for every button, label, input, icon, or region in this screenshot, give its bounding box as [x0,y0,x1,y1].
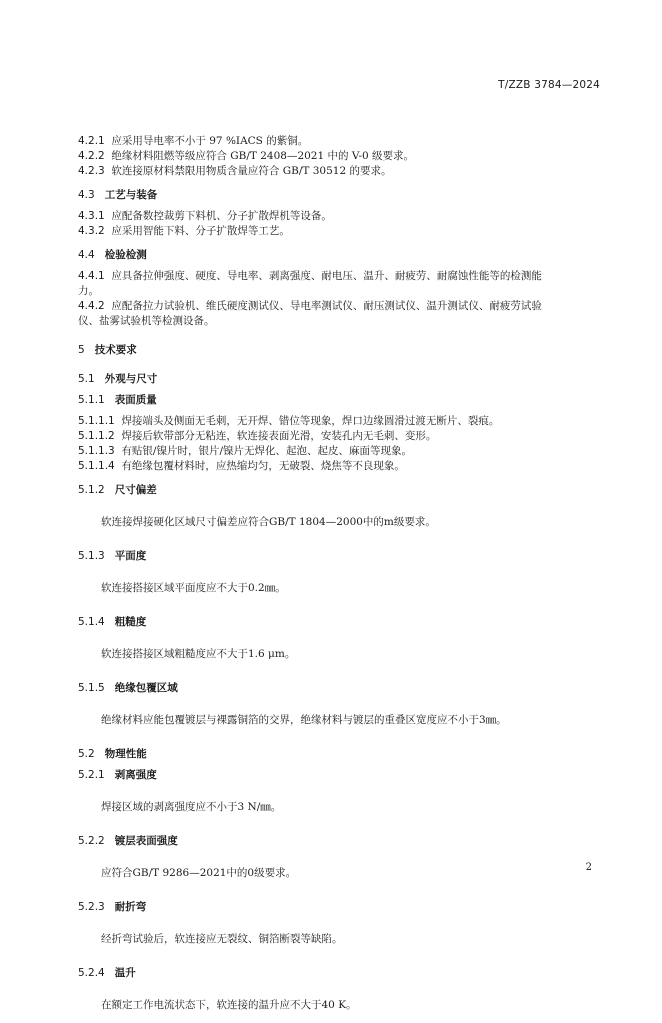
section-heading-5-2-1 [78,768,604,783]
clause-number: 4.2.1 [78,135,105,147]
section-title: 表面质量 [114,394,157,406]
section-number: 5.1.3 [78,550,105,562]
clause-number: 5.1.1.4 [78,460,115,472]
section-title: 粗糙度 [114,616,147,628]
section-title: 技术要求 [94,344,137,356]
clause-text: 应配备拉力试验机、维氏硬度测试仪、导电率测试仪、耐压测试仪、温升测试仪、耐疲劳试验 [111,300,542,312]
clause-number: 4.4.2 [78,300,105,312]
clause-number: 5.1.1.3 [78,445,115,457]
section-title: 绝缘包覆区域 [114,682,178,694]
clause-text: 应采用导电率不小于 97 %IACS 的紫铜。 [111,135,309,147]
chapter-heading-5 [78,343,604,358]
clause-text: 应配备数控裁剪下料机、分子扩散焊机等设备。 [111,210,332,222]
section-heading-5-2-4 [78,966,604,981]
clause-text: 焊接端头及侧面无毛刺，无开焊、错位等现象，焊口边缘圆滑过渡无断片、裂痕。 [121,415,500,427]
section-title: 检验检测 [104,249,147,261]
section-heading-5-1-3 [78,549,604,564]
section-title: 外观与尺寸 [104,373,158,385]
section-heading-5-1-2 [78,483,604,498]
section-heading-5-1-5 [78,681,604,696]
clause-number: 4.3.2 [78,225,105,237]
section-number: 5.2.4 [78,967,105,979]
clause-4-4-2 [78,299,604,314]
clause-number: 5.1.1.2 [78,430,115,442]
clause-text: 软连接原材料禁限用物质含量应符合 GB/T 30512 的要求。 [111,165,392,177]
section-heading-5-1-4 [78,615,604,630]
clause-4-4-2-cont: 仪、盐雾试验机等检测设备。 [78,315,215,327]
clause-5-1-1-2 [78,429,604,444]
section-number: 5.2.3 [78,901,105,913]
clause-5-1-5-text: 绝缘材料应能包覆镀层与裸露铜箔的交界，绝缘材料与镀层的重叠区宽度应不小于3㎜。 [101,713,507,726]
section-title: 耐折弯 [114,901,147,913]
section-number: 5.1.1 [78,394,105,406]
section-number: 5.2 [78,748,95,760]
section-number: 5.1.4 [78,616,105,628]
clause-4-4-1 [78,269,604,284]
clause-text: 应采用智能下料、分子扩散焊等工艺。 [111,225,290,237]
clause-5-2-2-text: 应符合GB/T 9286—2021中的0级要求。 [101,866,297,879]
section-heading-5-2-2 [78,834,604,849]
section-title: 尺寸偏差 [114,484,157,496]
clause-5-1-3-text: 软连接搭接区域平面度应不大于0.2㎜。 [101,581,286,594]
clause-5-1-1-4 [78,459,604,474]
clause-4-4-1-cont: 力。 [78,285,99,297]
clause-5-2-3-text: 经折弯试验后，软连接应无裂纹、铜箔断裂等缺陷。 [101,932,343,945]
clause-4-2-3 [78,164,604,179]
clause-number: 4.2.2 [78,150,105,162]
clause-number: 5.1.1.1 [78,415,115,427]
clause-text: 有贴银/镍片时，银片/镍片无焊化、起泡、起皮、麻面等现象。 [121,445,413,457]
clause-5-1-2-text: 软连接焊接硬化区域尺寸偏差应符合GB/T 1804—2000中的m级要求。 [101,515,436,528]
section-heading-5-2 [78,747,604,762]
section-heading-5-2-3 [78,900,604,915]
clause-4-3-1 [78,209,604,224]
section-title: 平面度 [114,550,147,562]
clause-text: 焊接后软带部分无粘连，软连接表面光滑，安装孔内无毛刺、变形。 [121,430,437,442]
section-title: 温升 [114,967,136,979]
clause-text: 有绝缘包覆材料时，应热缩均匀，无破裂、烧焦等不良现象。 [121,460,405,472]
clause-4-2-2 [78,149,604,164]
clause-5-2-1-text: 焊接区域的剥离强度应不小于3 N/㎜。 [101,800,282,813]
clause-text: 绝缘材料阻燃等级应符合 GB/T 2408—2021 中的 V-0 级要求。 [111,150,415,162]
section-heading-5-1 [78,372,604,387]
section-number: 5.1 [78,373,95,385]
clause-5-2-4-text: 在额定工作电流状态下，软连接的温升应不大于40 K。 [101,998,357,1011]
section-title: 镀层表面强度 [114,835,178,847]
section-number: 4.3 [78,189,95,201]
clause-5-1-1-1 [78,414,604,429]
clause-number: 4.3.1 [78,210,105,222]
standard-code: T/ZZB 3784—2024 [498,79,600,91]
clause-4-3-2 [78,224,604,239]
document-body [78,134,604,1023]
section-number: 5 [78,344,85,356]
clause-text: 应具备拉伸强度、硬度、导电率、剥离强度、耐电压、温升、耐疲劳、耐腐蚀性能等的检测能 [111,270,542,282]
section-number: 4.4 [78,249,95,261]
clause-4-2-1 [78,134,604,149]
clause-number: 4.2.3 [78,165,105,177]
clause-number: 4.4.1 [78,270,105,282]
clause-5-1-1-3 [78,444,604,459]
section-title: 工艺与装备 [104,189,158,201]
section-heading-4-3 [78,188,604,203]
section-number: 5.2.2 [78,835,105,847]
section-number: 5.1.2 [78,484,105,496]
section-title: 物理性能 [104,748,147,760]
section-number: 5.1.5 [78,682,105,694]
page-number: 2 [585,862,592,873]
section-title: 剥离强度 [114,769,157,781]
section-number: 5.2.1 [78,769,105,781]
section-heading-4-4 [78,248,604,263]
section-heading-5-1-1 [78,393,604,408]
clause-5-1-4-text: 软连接搭接区域粗糙度应不大于1.6 μm。 [101,647,296,660]
